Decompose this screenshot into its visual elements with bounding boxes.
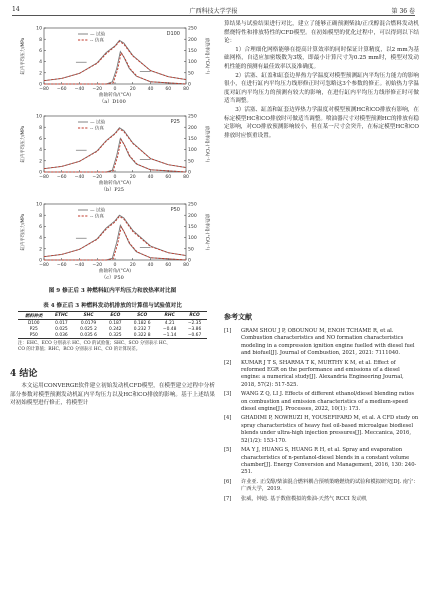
table-cell: 0.182 6 bbox=[133, 320, 151, 326]
y-tick-label: 2 bbox=[39, 159, 42, 165]
figure-9b bbox=[10, 110, 215, 194]
y-tick-label: 8 bbox=[39, 125, 42, 131]
reference-item: [3] WANG Z Q, LI J. Effects of different ethanol/diesel blending ratios on combustion and emission characteristics of a medium-speed diesel engine[J]. Processes, 2022, 10(1): 173. bbox=[224, 391, 415, 413]
y-tick-label: 2 bbox=[39, 71, 42, 77]
y2-tick-label: 100 bbox=[188, 148, 197, 154]
table-cell: D100 bbox=[27, 320, 40, 326]
volume-label: 第 36 卷 bbox=[391, 8, 415, 15]
y2-tick-label: 200 bbox=[188, 37, 197, 43]
chart-p25 bbox=[10, 110, 215, 186]
x-tick-label: −60 bbox=[56, 263, 67, 268]
hrr-line-sim bbox=[44, 227, 186, 260]
table-cell: −1.14 bbox=[157, 332, 182, 339]
y-tick-label: 6 bbox=[39, 49, 42, 54]
table-header-cell: RCO bbox=[182, 312, 207, 320]
hrr-line-test bbox=[44, 225, 186, 260]
y-axis-label: 缸内平均压力/MPa bbox=[21, 213, 26, 251]
x-tick-label: 80 bbox=[183, 175, 189, 180]
table-header-cell: ETHC bbox=[49, 312, 73, 320]
y2-tick-label: 200 bbox=[188, 125, 197, 131]
table-cell: −2.35 bbox=[187, 320, 202, 326]
legend-label-sim: -- 仿真 bbox=[90, 214, 104, 220]
y2-tick-label: 150 bbox=[188, 49, 197, 54]
chart-d100 bbox=[10, 22, 215, 98]
subcaption-c: （c）P50 bbox=[101, 275, 124, 281]
x-tick-label: −20 bbox=[92, 87, 103, 92]
y2-tick-label: 250 bbox=[188, 114, 197, 120]
x-tick-label: 0 bbox=[113, 87, 117, 92]
reference-item: [7] 张威，钟迪. 基于数值模拟的柴油-天然气 RCCI 发动机 bbox=[224, 495, 367, 502]
conclusion-item-1: 1）合理细化网格能够在提高计算效率的同时保证计算精度，以2 mm为基础网格，自适应加密级数为3级，即最小计算尺寸为0.25 mm时，模型对发动机性能的预测有最佳效率以及准确度。 bbox=[224, 46, 419, 70]
chart-label: P25 bbox=[170, 119, 180, 125]
chart-label: P50 bbox=[170, 207, 180, 213]
table-cell: 0.187 bbox=[109, 320, 122, 326]
y2-tick-label: 50 bbox=[188, 159, 194, 165]
reference-item: [1] GRAM SHOU J P, OBOUNOU M, ENOH TCHAME R, et al. Combustion characteristics and NO formation characteristics modeling in a compression ignition engine fuelled with diesel fuel and biofuel[J]. Journal of Combustion, 2021, 2021: 7111040. bbox=[224, 328, 415, 357]
x-tick-label: 40 bbox=[147, 87, 154, 92]
y2-tick-label: 150 bbox=[188, 225, 197, 230]
table-header-cell: SCO bbox=[127, 312, 157, 320]
table-header-cell: 燃料种类 bbox=[18, 312, 49, 320]
table-note: 注：EHC、ECO 分别表示 HC、CO 的试验值；SHC、SCO 分别表示 HC、 bbox=[18, 341, 171, 346]
left-column bbox=[10, 20, 215, 600]
table-cell: −0.67 bbox=[182, 332, 207, 339]
table-cell: 0.322 8 bbox=[127, 332, 157, 339]
figure-9c bbox=[10, 198, 215, 282]
table-cell: 0.035 6 bbox=[73, 332, 103, 339]
chart-label: D100 bbox=[166, 31, 180, 37]
reference-item: [2] KUMAR J T S, SHARMA T K, MURTHY K M, et al. Effect of reformed EGR on the performance and emissions of a diesel engine: a numerical study[J]. Alexandria Engineering Journal, 2018, 57(2): 517-525. bbox=[224, 359, 404, 388]
journal-name: 广西科技大学学报 bbox=[189, 8, 238, 15]
page-header bbox=[0, 0, 427, 18]
x-tick-label: −40 bbox=[74, 87, 85, 92]
hrr-line-sim bbox=[44, 53, 186, 84]
table-header-row bbox=[18, 312, 207, 320]
y2-tick-label: 250 bbox=[188, 26, 197, 32]
table-4 bbox=[18, 311, 207, 353]
x-tick-label: 60 bbox=[165, 263, 172, 268]
table-note: CO 的计算值；RHC、RCO 分别表示 HC、CO 的计算误差。 bbox=[18, 347, 141, 352]
table-cell: P25 bbox=[29, 326, 38, 332]
y2-tick-label: 100 bbox=[188, 236, 197, 242]
y-tick-label: 0 bbox=[39, 82, 42, 88]
x-tick-label: −80 bbox=[39, 263, 49, 268]
reference-item: [5] MA Y J, HUANG S, HUANG R H, et al. Spray and evaporation characteristics of n-pentanol-diesel blends in a constant volume chamber[J]. Energy Conversion and Management, 2016, 130: 240-251. bbox=[224, 447, 417, 476]
table-cell: −0.48 bbox=[162, 326, 177, 332]
y-tick-label: 4 bbox=[39, 60, 42, 66]
table-cell: 0.232 7 bbox=[133, 326, 151, 332]
y-tick-label: 10 bbox=[36, 114, 42, 120]
x-tick-label: −20 bbox=[92, 263, 103, 268]
legend-label-sim: -- 仿真 bbox=[90, 126, 104, 132]
subcaption-a: （a）D100 bbox=[99, 99, 126, 105]
x-tick-label: 20 bbox=[129, 175, 136, 180]
y-tick-label: 10 bbox=[36, 26, 42, 32]
conclusion-item-2: 2）活塞、缸盖和缸套边界热力学温度对模型预测缸内平均压力能力的影响很小，在进行缸内平均压力线形修正时可忽略这3个参数的修正。初始热力学温度对缸内平均压力的预测有较大的影响，在进行缸内平均压力线形修正时可做适当调整。 bbox=[224, 72, 419, 105]
legend-label-test: — 试验 bbox=[90, 32, 106, 38]
section-title: 4 结论 bbox=[10, 369, 38, 379]
y2-axis-label: 放热率/(J·(°CA)⁻¹) bbox=[204, 37, 209, 75]
table-cell: 0.325 bbox=[104, 332, 127, 339]
figure-9a bbox=[10, 22, 215, 106]
x-tick-label: −40 bbox=[74, 175, 85, 180]
y-tick-label: 0 bbox=[39, 258, 42, 264]
table-header-cell: RHC bbox=[157, 312, 182, 320]
x-tick-label: −80 bbox=[39, 175, 49, 180]
y-tick-label: 8 bbox=[39, 213, 42, 219]
table-cell: 0.0179 bbox=[80, 320, 97, 326]
y-tick-label: 8 bbox=[39, 37, 42, 43]
x-tick-label: 60 bbox=[165, 87, 172, 92]
intro-text: 算结果与试验结果进行对比，建立了能够正确预测柴油/正戊醇混合燃料发动机燃烧特性和排放特性的CFD模型。在初始模型的优化过程中，可以得到以下结论： bbox=[224, 21, 419, 45]
pressure-line-sim bbox=[44, 216, 186, 256]
y-axis-label: 缸内平均压力/MPa bbox=[21, 125, 26, 163]
x-tick-label: −20 bbox=[92, 175, 103, 180]
table-cell: 0.025 2 bbox=[80, 326, 97, 332]
table-header-cell: ECO bbox=[104, 312, 127, 320]
reference-item: [6] 许业亚. 正戊醇/柴油混合燃料耦合预喷策略燃烧的试验和模拟研究[D]. 南宁：广西大学，2019. bbox=[224, 478, 419, 493]
y2-tick-label: 200 bbox=[188, 213, 197, 219]
page-number: 14 bbox=[12, 6, 20, 13]
y-tick-label: 6 bbox=[39, 137, 42, 142]
subcaption-b: （b）P25 bbox=[101, 187, 124, 193]
y2-tick-label: 50 bbox=[188, 247, 194, 253]
x-axis-label: 曲轴转角/(°CA) bbox=[98, 269, 132, 274]
hrr-line-test bbox=[44, 138, 186, 172]
legend-label-test: — 试验 bbox=[90, 208, 106, 214]
figure-caption: 图 9 修正后 3 种燃料缸内平均压力和放热率对比图 bbox=[48, 288, 177, 294]
x-tick-label: −60 bbox=[56, 87, 67, 92]
reference-list bbox=[224, 328, 419, 505]
conclusion-item-3: 3）活塞、缸盖和缸套边界热力学温度对模型预测HC和CO排放有影响，在标定模型HC和CO排放时可做适当调整。喷油器尺寸对模型预测HC的排放有稳定影响，对CO排放预测影响较小，但在某一尺寸会突升，在标定模型HC和CO排放时应慎重设置。 bbox=[224, 106, 419, 139]
paragraph-text: 本文运用CONVERGE软件建立初始发动机CFD模型，在模型建立过程中分析部分参数对模型预测发动机缸内平均压力以及HC和CO排放的影响。基于上述结果对初始模型进行修正，将模型计 bbox=[10, 383, 215, 407]
table-title: 表 4 修正后 3 种燃料发动机排放的计算值与试验值对比 bbox=[43, 303, 182, 309]
table-cell: 0.025 bbox=[55, 326, 68, 332]
y-tick-label: 2 bbox=[39, 247, 42, 253]
x-tick-label: −60 bbox=[56, 175, 67, 180]
right-body bbox=[224, 20, 419, 140]
pressure-line-test bbox=[44, 215, 186, 256]
table-notes bbox=[18, 341, 207, 353]
table-header-cell: SHC bbox=[73, 312, 103, 320]
chart-p50 bbox=[10, 198, 215, 274]
y2-tick-label: 0 bbox=[188, 170, 191, 176]
x-tick-label: 80 bbox=[183, 87, 189, 92]
table-cell: −3.86 bbox=[187, 326, 202, 332]
y2-tick-label: 50 bbox=[188, 71, 194, 77]
conclusion-paragraph bbox=[10, 382, 215, 408]
references-title: 参考文献 bbox=[224, 312, 252, 321]
right-column bbox=[224, 20, 419, 600]
y-axis-label: 缸内平均压力/MPa bbox=[21, 37, 26, 75]
y2-tick-label: 150 bbox=[188, 137, 197, 142]
table-cell: 0.017 bbox=[55, 320, 68, 326]
y2-tick-label: 0 bbox=[188, 82, 191, 88]
x-tick-label: 0 bbox=[113, 263, 117, 268]
x-tick-label: 80 bbox=[183, 263, 189, 268]
y-tick-label: 4 bbox=[39, 236, 42, 242]
x-axis-label: 曲轴转角/(°CA) bbox=[98, 181, 132, 186]
table-cell: P50 bbox=[18, 332, 49, 339]
x-tick-label: 40 bbox=[147, 263, 154, 268]
table-cell: 4.21 bbox=[164, 320, 175, 326]
x-tick-label: 60 bbox=[165, 175, 172, 180]
x-axis-label: 曲轴转角/(°CA) bbox=[98, 93, 132, 98]
legend-label-sim: -- 仿真 bbox=[90, 38, 104, 44]
y2-tick-label: 100 bbox=[188, 60, 197, 66]
x-tick-label: 20 bbox=[129, 263, 136, 268]
reference-item: [4] GHADIMI P, NOWRUZI H, YOUSEFIFARD M, et al. A CFD study on spray characteristics of heavy fuel oil-based microalgae biodiesel blends under ultra-high injection pressures[J]. Meccanica, 2016, 52(1/2): 153-170. bbox=[224, 415, 419, 444]
hrr-line-test bbox=[44, 52, 186, 84]
y2-tick-label: 0 bbox=[188, 258, 191, 264]
x-tick-label: −40 bbox=[74, 263, 85, 268]
table-cell: 0.036 bbox=[49, 332, 73, 339]
y-tick-label: 10 bbox=[36, 202, 42, 208]
y-tick-label: 6 bbox=[39, 225, 42, 230]
y-tick-label: 0 bbox=[39, 170, 42, 176]
x-tick-label: 40 bbox=[147, 175, 154, 180]
hrr-line-sim bbox=[44, 140, 186, 172]
legend-label-test: — 试验 bbox=[90, 120, 106, 126]
table-cell: 0.242 bbox=[109, 326, 122, 332]
header-rule bbox=[12, 15, 415, 16]
y2-tick-label: 250 bbox=[188, 202, 197, 208]
x-tick-label: 20 bbox=[129, 87, 136, 92]
y2-axis-label: 放热率/(J·(°CA)⁻¹) bbox=[204, 125, 209, 163]
x-tick-label: −80 bbox=[39, 87, 49, 92]
table-row bbox=[18, 332, 207, 339]
y-tick-label: 4 bbox=[39, 148, 42, 154]
x-tick-label: 0 bbox=[113, 175, 117, 180]
y2-axis-label: 放热率/(J·(°CA)⁻¹) bbox=[204, 213, 209, 251]
